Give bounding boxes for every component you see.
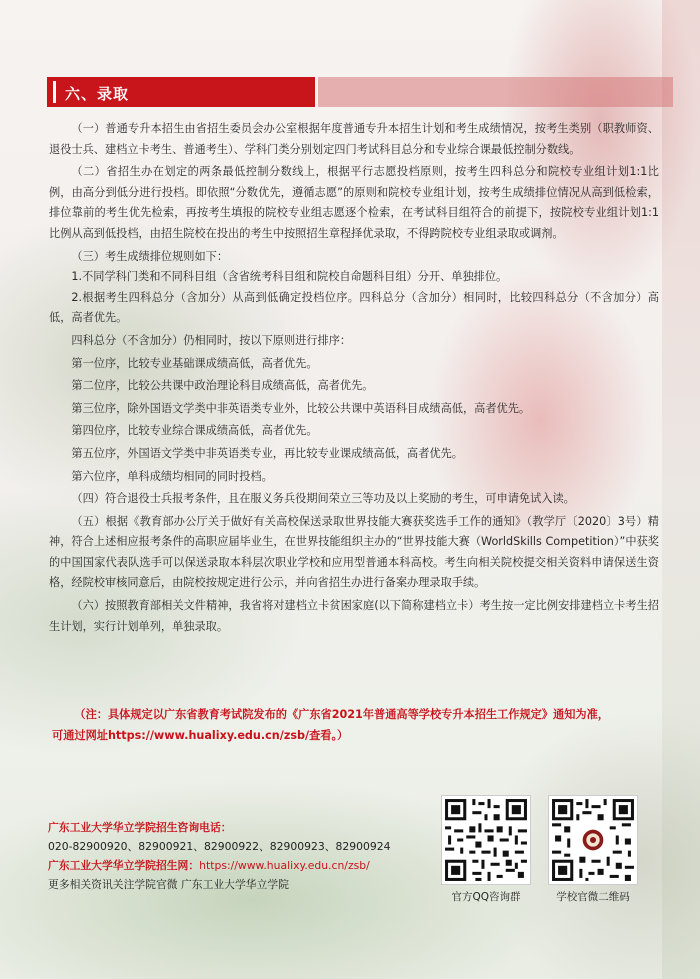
wechat-qr-caption: 学校官微二维码 <box>556 891 630 903</box>
paragraph-3-item-2: 2.根据考生四科总分（含加分）从高到低确定投档位序。四科总分（含加分）相同时，比较四科总分（不含加分）高低，高者优先。 <box>49 290 659 325</box>
paragraph-2: （二）省招生办在划定的两条最低控制分数线上，根据平行志愿投档原则，按考生四科总分和院校专业组计划1:1比例，由高分到低分进行投档。即依照“分数优先，遵循志愿”的原则和院校专业组计划，按考生成绩排位情况从高到低检索，排位靠前的考生优先检索，再按考生填报的院校专业组志愿逐个检索，在考试科目组符合的前提下，按院校专业组计划1:1比例从高到低投档，由招生院校在投出的考生中按照招生章程择优录取，不得跨院校专业组录取或调剂。 <box>49 165 659 240</box>
note-line-2[interactable]: 可通过网址https://www.hualixy.edu.cn/zsb/查看。） <box>52 729 349 742</box>
wechat-qr-pattern <box>549 796 637 884</box>
section-header <box>47 77 673 107</box>
regulation-note <box>52 704 672 746</box>
qq-group-qr[interactable] <box>441 795 531 904</box>
phone-label: 广东工业大学华立学院招生咨询电话： <box>48 821 232 834</box>
section-title-bar <box>47 77 315 107</box>
paragraph-1: （一）普通专升本招生由省招生委员会办公室根据年度普通专升本招生计划和考生成绩情况，按考生类别（职教师资、退役士兵、建档立卡考生、普通考生）、学科门类分别划定四门考试科目总分和专业综合课最低控制分数线。 <box>49 122 659 156</box>
paragraph-3-item-1: 1.不同学科门类和不同科目组（含省统考科目组和院校自命题科目组）分开、单独排位。 <box>71 270 508 284</box>
wechat-qr-code[interactable] <box>548 795 638 885</box>
order-rule-2: 第二位序，比较公共课中政治理论科目成绩高低，高者优先。 <box>71 379 374 393</box>
note-line-1: （注：具体规定以广东省教育考试院发布的《广东省2021年普通高等学校专升本招生工作规定》通知为准， <box>74 708 609 721</box>
phone-numbers: 020-82900920、82900921、82900922、82900923、82900924 <box>48 840 391 853</box>
order-rule-5: 第五位序，外国语文学类中非英语类专业，再比较专业课成绩高低，高者优先。 <box>71 446 463 460</box>
site-label: 广东工业大学华立学院招生网： <box>48 859 200 872</box>
paragraph-3-item-3: 四科总分（不含加分）仍相同时，按以下原则进行排序： <box>71 333 352 347</box>
section-title: 六、录取 <box>65 85 130 103</box>
follow-text: 更多相关资讯关注学院官微 广东工业大学华立学院 <box>48 878 289 891</box>
qq-qr-code[interactable] <box>441 795 531 885</box>
contact-info <box>48 818 428 894</box>
qq-qr-caption: 官方QQ咨询群 <box>451 891 521 903</box>
admission-site <box>48 856 428 875</box>
admission-rules-body <box>49 119 659 637</box>
wechat-official-qr[interactable] <box>548 795 638 904</box>
order-rule-1: 第一位序，比较专业基础课成绩高低，高者优先。 <box>71 356 318 370</box>
paragraph-6: （六）按照教育部相关文件精神，我省将对建档立卡贫困家庭(以下简称建档立卡）考生按一定比例安排建档立卡考生招生计划，实行计划单列，单独录取。 <box>49 599 659 633</box>
qq-qr-pattern <box>442 796 530 884</box>
order-rule-3: 第三位序，除外国语文学类中非英语类专业外，比较公共课中英语科目成绩高低，高者优先。 <box>71 401 531 415</box>
decorative-side-strip <box>662 0 700 979</box>
paragraph-4: （四）符合退役士兵报考条件，且在服义务兵役期间荣立三等功及以上奖励的考生，可申请免试入读。 <box>71 492 575 506</box>
section-header-decoration <box>318 77 673 107</box>
paragraph-3-title: （三）考生成绩排位规则如下： <box>71 249 229 263</box>
order-rule-4: 第四位序，比较专业综合课成绩高低，高者优先。 <box>71 424 318 438</box>
order-rule-6: 第六位序，单科成绩均相同的同时投档。 <box>71 469 273 483</box>
paragraph-5: （五）根据《教育部办公厅关于做好有关高校保送录取世界技能大赛获奖选手工作的通知》（教学厅〔2020〕3号）精神，符合上述相应报考条件的高职应届毕业生，在世界技能组织主办的“世界技能大赛（WorldSkills Competition）”中获奖的中国国家代表队选手可以保送录取本科层次职业学校和应用型普通本科高校。考生向相关院校提交相关资料申请保送生资格，经院校审核同意后，由院校按规定进行公示，并向省招生办进行备案办理录取手续。 <box>49 514 659 590</box>
site-url-link[interactable]: https://www.hualixy.edu.cn/zsb/ <box>199 859 370 872</box>
